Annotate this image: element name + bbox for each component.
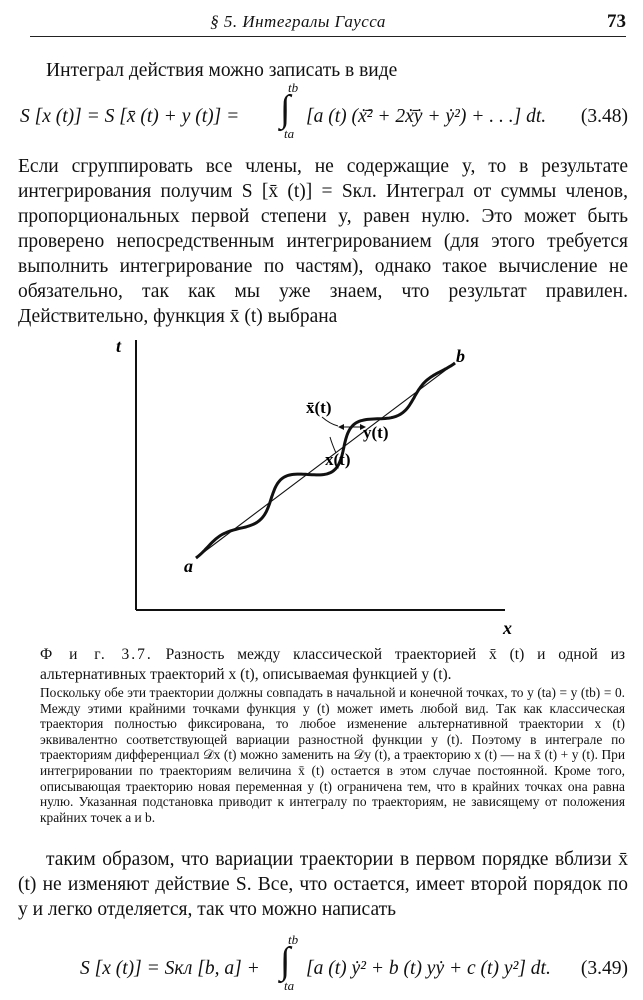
closing-paragraph: таким образом, что вариации траектории в первом порядке вблизи x̄ (t) не изменяют действие S. Все, что остается, имеет второй порядок по y и легко отделяется, так что можно написать [18, 849, 628, 920]
trajectory-plot [0, 320, 643, 638]
integral-sign: ∫ [280, 88, 291, 130]
caption-lead: Ф и г. 3.7. [40, 646, 153, 663]
equation-rhs: [a (t) ẏ² + b (t) yẏ + c (t) y²] dt. [306, 958, 551, 979]
equation-rhs: [a (t) (ẋ̄² + 2ẋ̄ẏ + ẏ²) + . . .] dt. [306, 106, 547, 127]
equation-lhs: S [x (t)] = S [x̄ (t) + y (t)] = [20, 106, 240, 127]
figure-note: Поскольку обе эти траектории должны совпадать в начальной и конечной точках, то y (ta) = y (tb) = 0. Между этими крайними точками функция y (t) может иметь любой вид. Так как классическая траектория полностью фиксирована, то любое изменение альтернативной траектории x (t) эквивалентно соответствующей вариации разностной функции y (t). Поэтому в интеграле по траекториям дифференциал 𝒟x (t) можно заменить на 𝒟y (t), а траекторию x (t) — на x̄ (t) + y (t). При интегрировании по траекториям величина x̄ (t) остается в этом случае постоянной. Кроме того, описывающая траекторию новая переменная y (t) ограничена тем, что в крайних точках она равна нулю. Указанная подстановка приводит к интегралу по траекториям, не зависящему от положения крайних точек a и b. [40, 685, 625, 825]
lower-limit: ta [284, 126, 295, 141]
equation-3-48 [18, 80, 628, 141]
t-axis-label: t [116, 336, 122, 356]
point-b-label: b [456, 346, 465, 366]
xbar-leader [322, 417, 338, 426]
figure-caption [40, 645, 625, 685]
page-number: 73 [607, 11, 626, 32]
equation-number: (3.49) [580, 958, 628, 979]
main-paragraph: Если сгруппировать все члены, не содержащие y, то в результате интегрирования получим S [x̄ (t)] = Sкл. Интеграл от суммы членов, пропорциональных первой степени y, равен нулю. Это может быть проверено непосредственным интегрированием (для этого требуется выполнить интегрирование по частям), однако такое вычисление не обязательно, так как мы уже знаем, что результат правилен. Действительно, функция x̄ (t) выбрана [18, 156, 628, 327]
intro-paragraph: Интеграл действия можно записать в виде [46, 60, 398, 81]
equation-3-49 [18, 932, 628, 993]
integral-sign: ∫ [280, 940, 291, 982]
y-arrow-head-left [338, 424, 344, 430]
figure-3-7 [0, 320, 643, 638]
page-header [30, 10, 626, 37]
upper-limit: tb [288, 932, 299, 947]
x-axis-label: x [503, 618, 512, 638]
running-head: § 5. Интегралы Гаусса [210, 12, 386, 31]
caption-text: Разность между классической траекторией x̄ (t) и одной из альтернативных траекторий x (t), описываемая функцией y (t). [40, 646, 625, 683]
lower-limit: ta [284, 978, 295, 993]
x-label: x(t) [325, 450, 351, 469]
upper-limit: tb [288, 80, 299, 95]
equation-lhs: S [x (t)] = Sкл [b, a] + [80, 958, 260, 979]
point-a-label: a [184, 556, 193, 576]
xbar-label: x̄(t) [306, 398, 332, 417]
y-label: y(t) [363, 423, 389, 442]
equation-number: (3.48) [580, 106, 628, 127]
